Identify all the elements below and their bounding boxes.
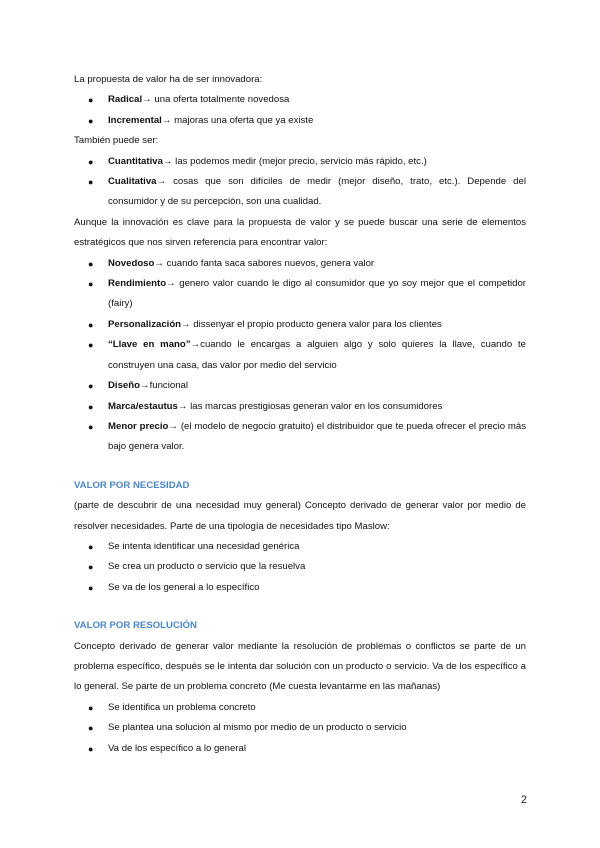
list-item — [74, 537, 526, 557]
item-text: → las marcas prestigiosas generan valor en los consumidores — [177, 400, 443, 412]
list-item — [74, 376, 526, 396]
also-paragraph: También puede ser: — [74, 135, 159, 147]
section-heading-resolucion: VALOR POR RESOLUCIÓN — [74, 620, 197, 632]
item-text: →cuando le encargas a alguien algo y solo quieres la llave, cuando te construyen una casa, das valor por medio del servicio — [108, 339, 526, 371]
item-text: → una oferta totalmente novedosa — [142, 94, 290, 106]
item-term: Menor precio — [108, 420, 169, 432]
list-item — [74, 90, 526, 110]
list-item — [74, 718, 526, 738]
item-text: Se va de los general a lo específico — [108, 581, 260, 593]
section-heading-necesidad: VALOR POR NECESIDAD — [74, 479, 190, 491]
resolucion-paragraph: Concepto derivado de generar valor mediante la resolución de problemas o conflictos se parte de un problema específico, después se le intenta dar solución con un producto o servicio. Va de los específico a lo general. Se parte de un problema concreto (Me cuesta levantarme en las mañanas) — [74, 640, 526, 693]
bullet-icon: ● — [88, 115, 94, 126]
resolucion-list — [74, 698, 526, 759]
item-term: Cualitativa — [108, 176, 157, 188]
item-text: → las podemos medir (mejor precio, servicio más rápido, etc.) — [162, 155, 427, 167]
bullet-icon: ● — [88, 340, 94, 351]
list-item — [74, 335, 526, 376]
strategy-list — [74, 254, 526, 458]
type-list — [74, 152, 526, 213]
list-item — [74, 111, 526, 131]
item-text: →funcional — [140, 380, 188, 392]
innovation-list — [74, 90, 526, 131]
item-term: Rendimiento — [108, 278, 167, 290]
list-item — [74, 172, 526, 213]
strategy-paragraph: Aunque la innovación es clave para la propuesta de valor y se puede buscar una serie de elementos estratégicos que nos sirven referencia para encontrar valor: — [74, 216, 526, 249]
list-item — [74, 578, 526, 598]
list-item — [74, 739, 526, 759]
bullet-icon: ● — [88, 279, 94, 290]
bullet-icon: ● — [88, 177, 94, 188]
item-term: Radical — [108, 94, 143, 106]
list-item — [74, 417, 526, 458]
item-term: Novedoso — [108, 257, 155, 269]
item-term: “Llave en mano” — [108, 339, 191, 351]
bullet-icon: ● — [88, 319, 94, 330]
page-content — [74, 70, 526, 759]
list-item — [74, 274, 526, 315]
item-text: Se crea un producto o servicio que la resuelva — [108, 561, 306, 573]
bullet-icon: ● — [88, 702, 94, 713]
bullet-icon: ● — [88, 401, 94, 412]
item-text: Se identifica un problema concreto — [108, 701, 256, 713]
page-number: 2 — [520, 794, 527, 806]
section-spacer — [74, 458, 526, 476]
necesidad-paragraph: (parte de descubrir de una necesidad muy general) Concepto derivado de generar valor por medio de resolver necesidades. Parte de una tipología de necesidades tipo Maslow: — [74, 500, 526, 532]
list-item — [74, 152, 526, 172]
list-item — [74, 557, 526, 577]
list-item — [74, 698, 526, 718]
list-item — [74, 254, 526, 274]
bullet-icon: ● — [88, 723, 94, 734]
item-text: → cosas que son difíciles de medir (mejor diseño, trato, etc.). Depende del consumidor y de su percepción, son una cualidad. — [108, 176, 526, 208]
item-term: Personalización — [108, 318, 182, 330]
item-text: Va de los específico a lo general — [108, 742, 246, 754]
list-item — [74, 315, 526, 335]
list-item — [74, 397, 526, 417]
bullet-icon: ● — [88, 743, 94, 754]
necesidad-list — [74, 537, 526, 598]
item-text: → genero valor cuando le digo al consumidor que yo soy mejor que el competidor (fairy) — [108, 278, 526, 310]
item-text: → dissenyar el propio producto genera valor para los clientes — [181, 318, 442, 330]
item-text: Se plantea una solución al mismo por medio de un producto o servicio — [108, 722, 407, 734]
bullet-icon: ● — [88, 258, 94, 269]
bullet-icon: ● — [88, 156, 94, 167]
bullet-icon: ● — [88, 541, 94, 552]
item-text: Se intenta identificar una necesidad genérica — [108, 540, 300, 552]
bullet-icon: ● — [88, 421, 94, 432]
item-term: Diseño — [108, 380, 140, 392]
bullet-icon: ● — [88, 95, 94, 106]
item-term: Cuantitativa — [108, 155, 163, 167]
intro-paragraph: La propuesta de valor ha de ser innovadora: — [74, 74, 263, 85]
bullet-icon: ● — [88, 562, 94, 573]
item-term: Marca/estautus — [108, 400, 178, 412]
section-spacer — [74, 598, 526, 616]
item-text: → (el modelo de negocio gratuito) el distribuidor que te pueda ofrecer el precio más bajo genera valor. — [108, 420, 526, 453]
bullet-icon: ● — [88, 381, 94, 392]
item-term: Incremental — [108, 114, 162, 126]
item-text: → cuando fanta saca sabores nuevos, genera valor — [154, 257, 375, 269]
bullet-icon: ● — [88, 582, 94, 593]
item-text: → majoras una oferta que ya existe — [161, 114, 314, 126]
